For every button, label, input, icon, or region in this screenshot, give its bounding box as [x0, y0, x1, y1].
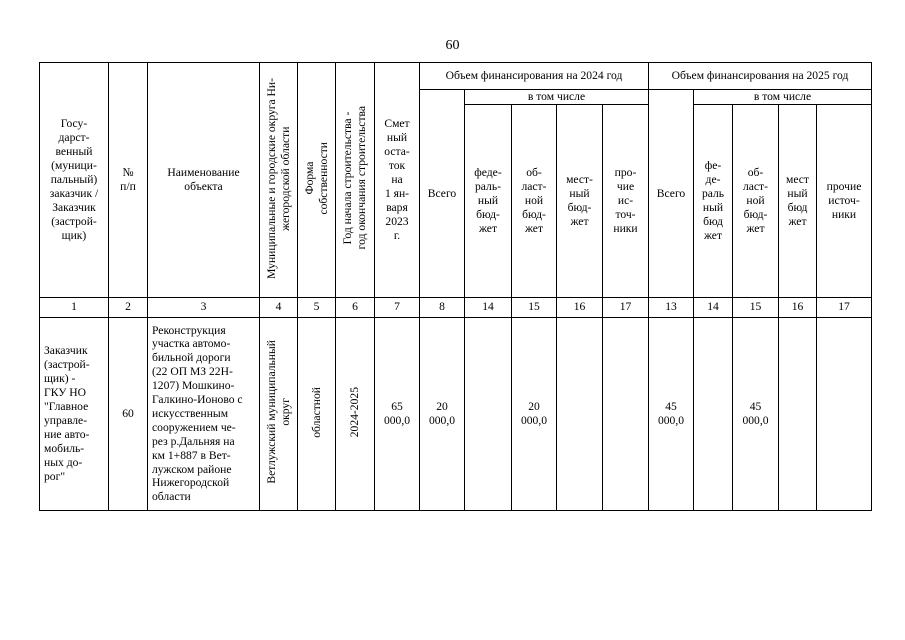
col-number: 15 [733, 297, 779, 317]
column-number-row [40, 297, 872, 317]
row-federal-2025 [694, 317, 733, 510]
row-num: 60 [109, 317, 148, 510]
row-municipal-cell [260, 317, 298, 510]
col-number: 1 [40, 297, 109, 317]
header-total-2024: Всего [420, 90, 465, 298]
col-number: 2 [109, 297, 148, 317]
table-row [40, 317, 872, 510]
col-number: 4 [260, 297, 298, 317]
header-ownership-cell [298, 63, 336, 298]
row-other-2024 [603, 317, 649, 510]
row-customer: Заказчик (застрой- щик) - ГКУ НО "Главное управле- ние авто- мобиль- ных до- рог" [40, 317, 109, 510]
header-total-2025: Всего [649, 90, 694, 298]
header-incl-2024: в том числе [465, 90, 649, 105]
col-number: 3 [148, 297, 260, 317]
header-other-2025: прочие источ- ники [817, 104, 872, 297]
header-federal-2024: феде- раль- ный бюд- жет [465, 104, 512, 297]
row-federal-2024 [465, 317, 512, 510]
header-local-2025: мест ный бюд жет [779, 104, 817, 297]
row-local-2024 [557, 317, 603, 510]
col-number: 14 [465, 297, 512, 317]
header-municipal-cell [260, 63, 298, 298]
row-ownership-cell [298, 317, 336, 510]
col-number: 15 [512, 297, 557, 317]
col-number: 16 [557, 297, 603, 317]
header-customer: Госу- дарст- венный (муници- пальный) заказчик / Заказчик (застрой- щик) [40, 63, 109, 298]
row-ownership: областной [309, 386, 323, 438]
col-number: 14 [694, 297, 733, 317]
row-object-name: Реконструкция участка автомо- бильной дороги (22 ОП МЗ 22Н- 1207) Мошкино- Галкино-Ионово с искусственным сооружением че- рез р.Дальняя на км 1+887 в Вет- лужском районе Нижегородской области [148, 317, 260, 510]
page-number: 60 [445, 38, 460, 53]
header-fin-2024: Объем финансирования на 2024 год [420, 63, 649, 90]
financing-table [39, 62, 872, 511]
col-number: 8 [420, 297, 465, 317]
row-total-2025: 45 000,0 [649, 317, 694, 510]
header-municipal: Муниципальные и городские округа Ни- жегородской области [264, 77, 292, 279]
header-object-name: Наименование объекта [148, 63, 260, 298]
col-number: 7 [375, 297, 420, 317]
row-years: 2024-2025 [348, 386, 362, 438]
row-estimate: 65 000,0 [375, 317, 420, 510]
header-regional-2025: об- ласт- ной бюд- жет [733, 104, 779, 297]
col-number: 17 [817, 297, 872, 317]
row-total-2024: 20 000,0 [420, 317, 465, 510]
col-number: 17 [603, 297, 649, 317]
header-estimate: Смет ный оста- ток на 1 ян- варя 2023 г. [375, 63, 420, 298]
header-num: № п/п [109, 63, 148, 298]
header-years: Год начала строительства - год окончания строительства [341, 106, 368, 250]
header-fin-2025: Объем финансирования на 2025 год [649, 63, 872, 90]
col-number: 5 [298, 297, 336, 317]
col-number: 6 [336, 297, 375, 317]
row-municipal: Ветлужский муниципальный округ [264, 340, 292, 484]
header-regional-2024: об- ласт- ной бюд- жет [512, 104, 557, 297]
header-local-2024: мест- ный бюд- жет [557, 104, 603, 297]
row-regional-2024: 20 000,0 [512, 317, 557, 510]
header-incl-2025: в том числе [694, 90, 872, 105]
row-years-cell [336, 317, 375, 510]
row-other-2025 [817, 317, 872, 510]
col-number: 13 [649, 297, 694, 317]
header-ownership: Форма собственности [302, 141, 330, 215]
row-regional-2025: 45 000,0 [733, 317, 779, 510]
header-years-cell [336, 63, 375, 298]
header-other-2024: про- чие ис- точ- ники [603, 104, 649, 297]
row-local-2025 [779, 317, 817, 510]
col-number: 16 [779, 297, 817, 317]
header-federal-2025: фе- де- раль ный бюд жет [694, 104, 733, 297]
